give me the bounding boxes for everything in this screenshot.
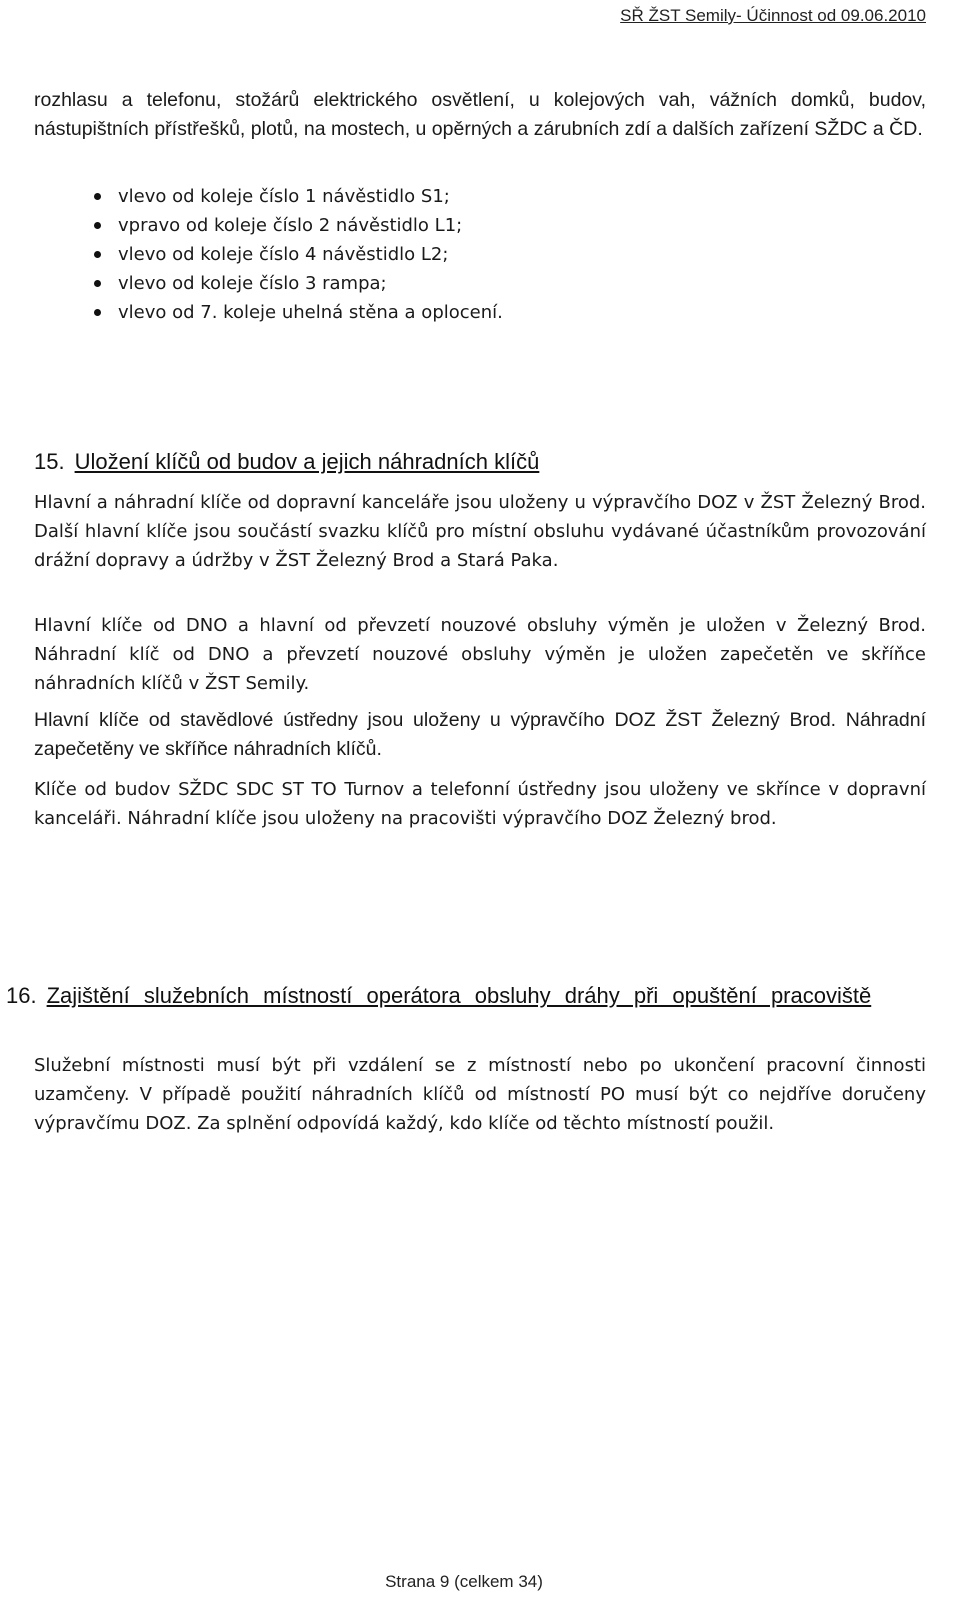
- running-header: SŘ ŽST Semily- Účinnost od 09.06.2010: [620, 6, 926, 25]
- page-number: Strana 9 (celkem 34): [385, 1572, 543, 1591]
- intro-paragraph: rozhlasu a telefonu, stožárů elektrického osvětlení, u kolejových vah, vážních domků, budov, nástupištních přístřešků, plotů, na mostech, u opěrných a zárubních zdí a dalších zařízení SŽDC a ČD.: [34, 89, 926, 140]
- section-title: Uložení klíčů od budov a jejich náhradních klíčů: [74, 449, 540, 474]
- list-item: vlevo od koleje číslo 1 návěstidlo S1;: [118, 182, 503, 211]
- list-item: vlevo od 7. koleje uhelná stěna a oplocení.: [118, 298, 503, 327]
- section-number: 15.: [34, 449, 65, 474]
- section-16-heading: [6, 981, 924, 1011]
- section-15-paragraph-1: Hlavní a náhradní klíče od dopravní kanceláře jsou uloženy u výpravčího DOZ v ŽST Železný Brod. Další hlavní klíče jsou součástí svazku klíčů pro místní obsluhu vydávané účastníkům provozování drážní dopravy a údržby v ŽST Železný Brod a Stará Paka.: [34, 492, 926, 571]
- signal-list: [118, 182, 503, 327]
- section-number: 16.: [6, 983, 37, 1008]
- section-15-paragraph-4: Klíče od budov SŽDC SDC ST TO Turnov a telefonní ústředny jsou uloženy ve skřínce v dopravní kanceláři. Náhradní klíče jsou uloženy na pracovišti výpravčího DOZ Železný brod.: [34, 779, 926, 829]
- list-item: vlevo od koleje číslo 4 návěstidlo L2;: [118, 240, 503, 269]
- list-item: vlevo od koleje číslo 3 rampa;: [118, 269, 503, 298]
- section-15-paragraph-3: Hlavní klíče od stavědlové ústředny jsou uloženy u výpravčího DOZ ŽST Železný Brod. Náhradní zapečetěny ve skříňce náhradních klíčů.: [34, 709, 926, 760]
- section-title: Zajištění služebních místností operátora obsluhy dráhy při opuštění pracoviště: [46, 983, 872, 1008]
- section-15-heading: [34, 447, 539, 477]
- section-16-paragraph-1: Služební místnosti musí být při vzdálení se z místností nebo po ukončení pracovní činnosti uzamčeny. V případě použití náhradních klíčů od místností PO musí být co nejdříve doručeny výpravčímu DOZ. Za splnění odpovídá každý, kdo klíče od těchto místností použil.: [34, 1055, 926, 1134]
- list-item: vpravo od koleje číslo 2 návěstidlo L1;: [118, 211, 503, 240]
- section-15-paragraph-2: Hlavní klíče od DNO a hlavní od převzetí nouzové obsluhy výměn je uložen v Železný Brod. Náhradní klíč od DNO a převzetí nouzové obsluhy výměn je uložen zapečetěn ve skříňce náhradních klíčů v ŽST Semily.: [34, 615, 926, 694]
